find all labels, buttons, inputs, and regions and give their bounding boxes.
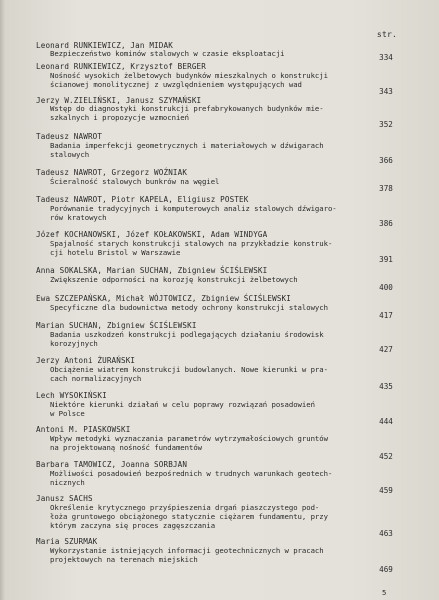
toc-entry-page-number: 417 — [379, 311, 393, 320]
toc-entry-page-number: 444 — [379, 417, 393, 426]
toc-entry-author: Jerzy W.ZIELIŃSKI, Janusz SZYMAŃSKI — [36, 96, 202, 105]
toc-entry-title: Wykorzystanie istniejących informacji geotechnicznych w pracach projektowych na terenach miejskich — [50, 546, 324, 565]
toc-entry-page-number: 400 — [379, 283, 393, 292]
toc-entry-author: Jerzy Antoni ŻURAŃSKI — [36, 356, 136, 365]
toc-entry-page-number: 469 — [379, 565, 393, 574]
toc-entry-page-number: 366 — [379, 156, 393, 165]
toc-entry-author: Tadeusz NAWROT, Grzegorz WOŹNIAK — [36, 168, 188, 177]
toc-entry-title: Spajalność starych konstrukcji stalowych na przykładzie konstruk- cji hotelu Bristol w Warszawie — [50, 239, 333, 258]
toc-entry-author: Marian SUCHAN, Zbigniew ŚCIŚLEWSKI — [36, 321, 197, 330]
toc-entry-title: Zwiększenie odporności na korozję konstrukcji żelbetowych — [50, 275, 298, 284]
toc-entry-page-number: 435 — [379, 382, 393, 391]
toc-entry-page-number: 459 — [379, 486, 393, 495]
toc-entry-title: Badania imperfekcji geometrycznych i materiałowych w dźwigarach stalowych — [50, 141, 324, 160]
toc-entry-author: Tadeusz NAWROT — [36, 132, 103, 141]
page-folio: 5 — [382, 588, 387, 597]
toc-entry-title: Obciążenie wiatrem konstrukcji budowlanych. Nowe kierunki w pra- cach normalizacyjnych — [50, 365, 328, 384]
toc-entry-page-number: 463 — [379, 529, 393, 538]
toc-entry-page-number: 334 — [379, 53, 393, 62]
toc-entry-title: Wpływ metodyki wyznaczania parametrów wytrzymałościowych gruntów na projektowaną nośność fundamentów — [50, 434, 328, 453]
toc-entry-author: Józef KOCHANOWSKI, Józef KOŁAKOWSKI, Adam WINDYGA — [36, 230, 268, 239]
toc-entry-page-number: 352 — [379, 120, 393, 129]
toc-entry-author: Leonard RUNKIEWICZ, Krzysztof BERGER — [36, 62, 206, 71]
toc-entry-page-number: 386 — [379, 219, 393, 228]
toc-entry-title: Możliwości posadowień bezpośrednich w trudnych warunkach geotech- nicznych — [50, 469, 333, 488]
toc-entry-author: Anna SOKALSKA, Marian SUCHAN, Zbigniew ŚCIŚLEWSKI — [36, 266, 268, 275]
toc-entry-author: Barbara TAMOWICZ, Joanna SORBJAN — [36, 460, 188, 469]
toc-entry-title: Wstęp do diagnostyki konstrukcji prefabrykowanych budynków mie- szkalnych i propozycje wzmocnień — [50, 104, 324, 123]
toc-entry-page-number: 378 — [379, 184, 393, 193]
toc-entry-author: Maria SZURMAK — [36, 537, 98, 546]
toc-entry-title: Badania uszkodzeń konstrukcji podlegających działaniu środowisk korozyjnych — [50, 330, 324, 349]
toc-entry-title: Określenie krytycznego przyśpieszenia drgań piaszczystego pod- łoża gruntowego obciążonego statycznie ciężarem fundamentu, przy którym zaczyna się proces zagęszczania — [50, 503, 328, 531]
toc-entry-title: Porównanie tradycyjnych i komputerowych analiz stalowych dźwigaro- rów kratowych — [50, 204, 337, 223]
page-column-header: str. — [376, 30, 397, 39]
toc-entry-page-number: 343 — [379, 87, 393, 96]
toc-entry-title: Ścieralność stalowych bunkrów na węgiel — [50, 177, 220, 186]
toc-entry-page-number: 427 — [379, 345, 393, 354]
toc-entry-author: Ewa SZCZEPAŃSKA, Michał WÓJTOWICZ, Zbigniew ŚCIŚLEWSKI — [36, 294, 291, 303]
toc-entry-author: Janusz SACHS — [36, 494, 93, 503]
toc-entry-title: Niektóre kierunki działań w celu poprawy rozwiązań posadowień w Polsce — [50, 400, 315, 419]
toc-entry-title: Nośność wysokich żelbetowych budynków mieszkalnych o konstrukcji ścianowej monolitycznej z uwzględnieniem występujących wad — [50, 71, 328, 90]
toc-entry-page-number: 452 — [379, 452, 393, 461]
toc-entry-author: Antoni M. PIASKOWSKI — [36, 425, 131, 434]
toc-entry-author: Leonard RUNKIEWICZ, Jan MIDAK — [36, 41, 173, 50]
toc-entry-author: Tadeusz NAWROT, Piotr KAPELA, Eligiusz POSTEK — [36, 195, 249, 204]
toc-entry-page-number: 391 — [379, 255, 393, 264]
toc-entry-title: Specyficzne dla budownictwa metody ochrony konstrukcji stalowych — [50, 303, 328, 312]
toc-entry-title: Bezpieczeństwo kominów stalowych w czasie eksploatacji — [50, 49, 285, 58]
toc-entry-author: Lech WYSOKIŃSKI — [36, 391, 107, 400]
